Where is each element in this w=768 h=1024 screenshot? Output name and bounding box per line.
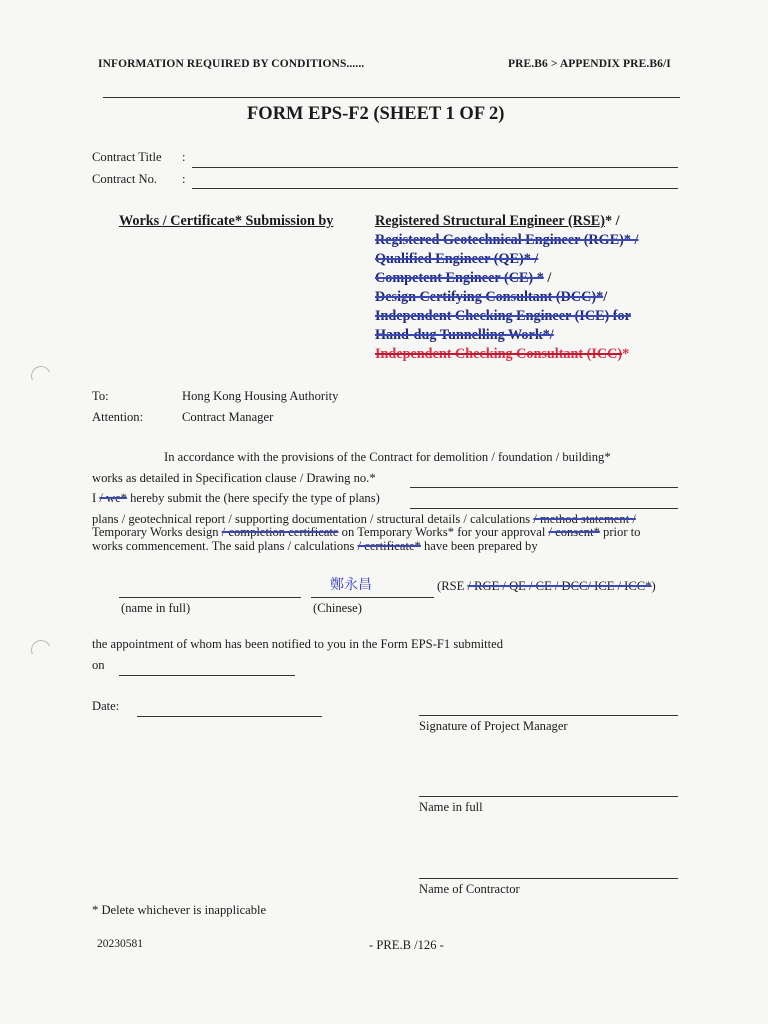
footer-page: - PRE.B /126 -	[369, 938, 444, 952]
contractor-name-label: Name of Contractor	[419, 882, 520, 896]
preparer-role-b: )	[651, 579, 656, 593]
role-dcc	[375, 289, 607, 306]
body-line-4-strike: / method statement /	[533, 512, 636, 526]
body-line-5	[92, 525, 640, 540]
chinese-label: (Chinese)	[313, 601, 362, 615]
punch-hole-icon	[28, 363, 54, 389]
name-in-full-field[interactable]	[119, 597, 301, 598]
pm-name-field[interactable]	[419, 796, 678, 797]
body-line-5-c: prior to	[599, 525, 641, 539]
role-dcc-suffix: /	[603, 289, 608, 305]
role-qe: Qualified Engineer (QE)* /	[375, 251, 539, 267]
chinese-name-value: 鄭永昌	[330, 577, 372, 593]
body-line-6-a: works commencement. The said plans / calculations	[92, 539, 358, 553]
contract-no-colon: :	[182, 172, 186, 186]
role-rse-text: Registered Structural Engineer (RSE)	[375, 213, 605, 229]
body-line-5-b: on Temporary Works* for your approval	[338, 525, 549, 539]
contract-title-label: Contract Title	[92, 150, 162, 164]
body-line-5-strike-1: / completion certificate	[221, 525, 339, 539]
role-ce	[375, 270, 551, 287]
header-right: PRE.B6 > APPENDIX PRE.B6/I	[508, 58, 671, 70]
role-rge: Registered Geotechnical Engineer (RGE)* /	[375, 232, 639, 248]
contractor-name-field[interactable]	[419, 878, 678, 879]
body-line-1: In accordance with the provisions of the Contract for demolition / foundation / building*	[164, 450, 611, 464]
pm-signature-label: Signature of Project Manager	[419, 719, 568, 733]
date-field[interactable]	[137, 716, 322, 717]
body-line-6-b: have been prepared by	[420, 539, 538, 553]
contract-title-field[interactable]	[192, 167, 678, 168]
appointment-date-field[interactable]	[119, 675, 295, 676]
body-line-4-a: plans / geotechnical report / supporting documentation / structural details / calculations	[92, 512, 534, 526]
contract-no-label: Contract No.	[92, 172, 158, 186]
attention-label: Attention:	[92, 410, 144, 424]
body-line-6	[92, 539, 538, 554]
role-ce-text: Competent Engineer (CE) *	[375, 270, 544, 286]
pm-name-label: Name in full	[419, 800, 483, 814]
footer-code: 20230581	[97, 938, 143, 950]
preparer-role-a: (RSE	[437, 579, 468, 593]
spec-clause-field[interactable]	[410, 487, 678, 488]
role-icc-text: Independent Checking Consultant (ICC)	[375, 346, 623, 362]
appointment-on-label: on	[92, 658, 105, 672]
role-rse	[375, 213, 620, 230]
body-line-3-a: I	[92, 491, 100, 505]
body-line-3-strike: / we*	[99, 491, 127, 505]
date-label: Date:	[92, 699, 120, 713]
role-ice: Independent Checking Engineer (ICE) for	[375, 308, 631, 324]
role-icc-suffix: *	[622, 346, 630, 362]
form-title: FORM EPS-F2 (SHEET 1 OF 2)	[247, 104, 505, 124]
pm-signature-field[interactable]	[419, 715, 678, 716]
footnote: * Delete whichever is inapplicable	[92, 903, 267, 917]
body-line-3-b: hereby submit the (here specify the type of plans)	[126, 491, 380, 505]
header-left: INFORMATION REQUIRED BY CONDITIONS......	[98, 58, 365, 70]
preparer-role-strike: / RGE / QE / CE / DCC/ ICE / ICC*	[467, 579, 652, 593]
role-ce-suffix: /	[543, 270, 552, 286]
body-line-6-strike: / certificate*	[357, 539, 421, 553]
role-rse-suffix: * /	[605, 213, 620, 229]
role-dcc-text: Design Certifying Consultant (DCC)*	[375, 289, 604, 305]
chinese-name-field[interactable]	[311, 597, 434, 598]
appointment-text: the appointment of whom has been notified to you in the Form EPS-F1 submitted	[92, 637, 504, 651]
body-line-5-a: Temporary Works design	[92, 525, 222, 539]
punch-hole-icon	[28, 637, 54, 663]
to-label: To:	[92, 389, 109, 403]
contract-title-colon: :	[182, 150, 186, 164]
attention-value: Contract Manager	[182, 410, 274, 424]
role-icc	[375, 346, 629, 363]
preparer-role	[437, 579, 656, 594]
contract-no-field[interactable]	[192, 188, 678, 189]
body-line-3	[92, 491, 380, 506]
submission-label: Works / Certificate* Submission by	[119, 213, 334, 229]
body-line-2: works as detailed in Specification clause / Drawing no.*	[92, 471, 376, 485]
role-hand-dug: Hand-dug Tunnelling Work*/	[375, 327, 554, 343]
name-in-full-label: (name in full)	[121, 601, 191, 615]
body-line-5-strike-2: / consent*	[548, 525, 600, 539]
header-rule	[103, 97, 680, 98]
to-value: Hong Kong Housing Authority	[182, 389, 339, 403]
plan-type-field[interactable]	[410, 508, 678, 509]
